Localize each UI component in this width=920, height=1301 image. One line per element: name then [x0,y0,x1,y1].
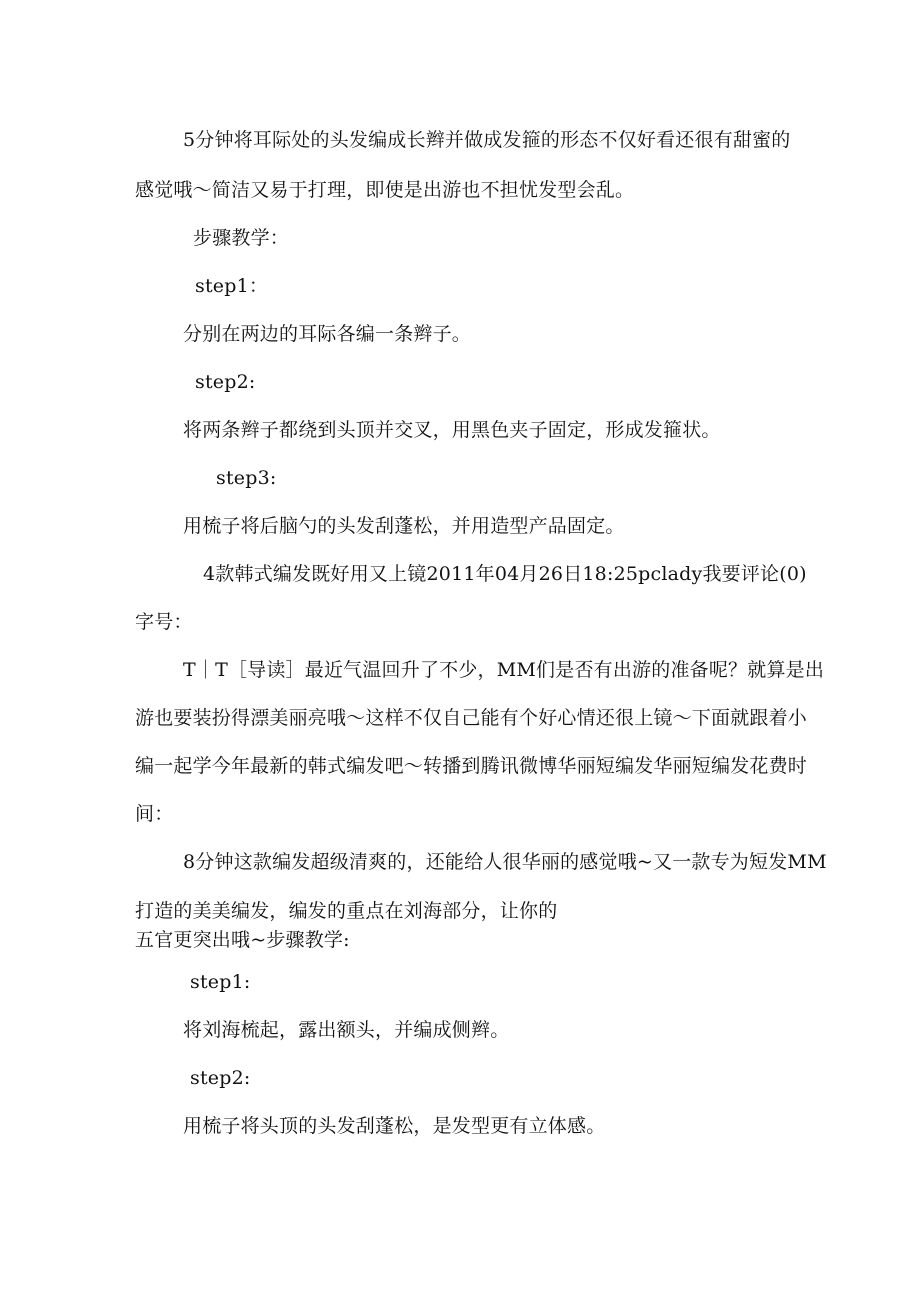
b-step1-text: 将刘海梳起，露出额头，并编成侧辫。 [183,1019,510,1041]
para1-line2: 感觉哦～简洁又易于打理，即使是出游也不担忧发型会乱。 [135,179,635,201]
intro-line4: 间： [135,803,174,825]
intro-line1: T｜T［导读］最近气温回升了不少，MM们是否有出游的准备呢？就算是出 [183,659,825,681]
step1-text: 分别在两边的耳际各编一条辫子。 [183,323,472,345]
intro-line3: 编一起学今年最新的韩式编发吧～转播到腾讯微博华丽短编发华丽短编发花费时 [135,755,808,777]
para2-line1: 8分钟这款编发超级清爽的，还能给人很华丽的感觉哦~又一款专为短发MM [183,851,827,873]
b-step2-text: 用梳子将头顶的头发刮蓬松，是发型更有立体感。 [183,1115,606,1137]
step2-text: 将两条辫子都绕到头顶并交叉，用黑色夹子固定，形成发箍状。 [183,419,721,441]
step2-label: step2: [195,371,256,393]
intro-line2: 游也要装扮得漂美丽亮哦～这样不仅自己能有个好心情还很上镜～下面就跟着小 [135,707,808,729]
para1-line1: 5分钟将耳际处的头发编成长辫并做成发箍的形态不仅好看还很有甜蜜的 [183,129,791,151]
b-step1-label: step1: [190,971,251,993]
steps-heading: 步骤教学： [193,227,290,249]
step1-label: step1： [195,275,269,297]
para2-line3: 五官更突出哦~步骤教学: [135,929,350,951]
step3-label: step3: [216,467,277,489]
b-step2-label: step2: [190,1067,251,1089]
article-header: 4款韩式编发既好用又上镜2011年04月26日18:25pclady我要评论(0) [203,563,807,585]
step3-text: 用梳子将后脑勺的头发刮蓬松，并用造型产品固定。 [183,515,625,537]
font-size-label: 字号： [135,611,193,633]
para2-line2: 打造的美美编发，编发的重点在刘海部分，让你的 [135,900,558,922]
